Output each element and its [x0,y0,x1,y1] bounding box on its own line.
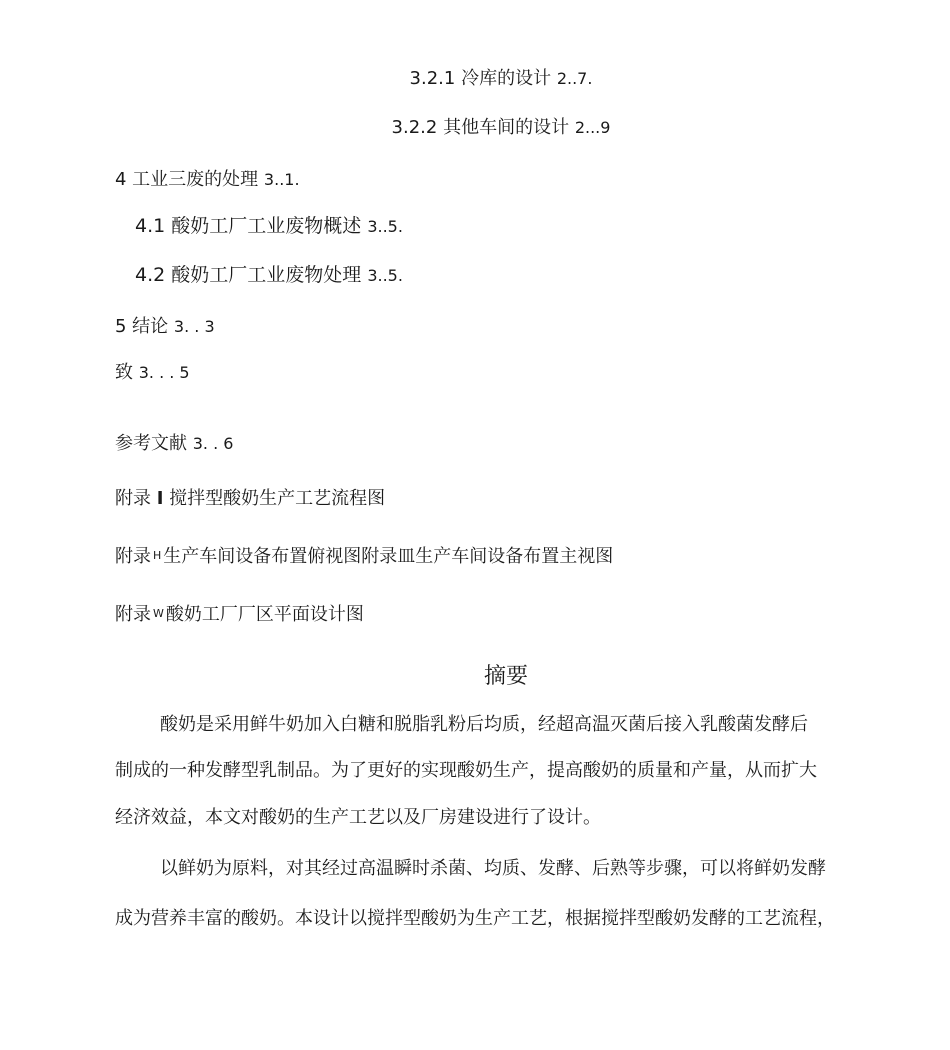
toc-entry-appendix-1 [115,487,385,511]
toc-page-number: 2...9 [574,118,611,137]
toc-entry-5 [115,315,215,339]
toc-label: 3.2.1 冷库的设计 [409,68,552,89]
toc-label: 4.2 酸奶工厂工业废物处理 [135,264,362,286]
appendix-mark: W [153,607,164,620]
abstract-paragraph-2-line-1: 以鲜奶为原料，对其经过高温瞬时杀菌、均质、发酵、后熟等步骤，可以将鲜奶发酵 [160,858,826,879]
appendix-prefix: 附录 [115,546,151,567]
toc-entry-references [115,432,233,456]
abstract-paragraph-1-line-2: 制成的一种发酵型乳制品。为了更好的实现酸奶生产，提高酸奶的质量和产量，从而扩大 [115,760,817,781]
toc-label: 4 工业三废的处理 [115,169,259,190]
toc-entry-4 [115,168,300,192]
toc-label: 参考文献 [115,433,187,454]
appendix-prefix: 附录 [115,604,151,625]
toc-entry-4-2 [135,263,403,288]
toc-page-number: 3. . 3 [173,317,215,336]
toc-entry-appendix-4 [115,603,364,629]
abstract-paragraph-1-line-3: 经济效益，本文对酸奶的生产工艺以及厂房建设进行了设计。 [115,807,601,828]
abstract-paragraph-1-line-1: 酸奶是采用鲜牛奶加入白糖和脱脂乳粉后均质，经超高温灭菌后接入乳酸菌发酵后 [160,714,808,735]
toc-entry-acknowledgement [115,361,190,385]
toc-label: 致 [115,362,133,383]
toc-page-number: 3..5. [367,217,403,236]
toc-label: 3.2.2 其他车间的设计 [391,117,570,138]
abstract-paragraph-2-line-2: 成为营养丰富的酸奶。本设计以搅拌型酸奶为生产工艺，根据搅拌型酸奶发酵的工艺流程， [115,908,835,929]
appendix-prefix: 附录 [115,488,151,509]
toc-page-number: 3. . . 5 [138,363,190,382]
toc-entry-4-1 [135,214,403,239]
appendix-mark: I [156,488,164,509]
toc-label: 4.1 酸奶工厂工业废物概述 [135,215,362,237]
toc-entry-3-2-2 [0,116,950,140]
toc-page-number: 2..7. [556,69,593,88]
toc-page-number: 3..5. [367,266,403,285]
toc-label: 5 结论 [115,316,169,337]
toc-entry-3-2-1 [0,67,950,91]
toc-page-number: 3. . 6 [192,434,234,453]
abstract-title: 摘要 [483,664,528,689]
toc-label: 生产车间设备布置俯视图附录皿生产车间设备布置主视图 [163,546,614,567]
toc-label: 搅拌型酸奶生产工艺流程图 [169,488,386,509]
toc-page-number: 3..1. [263,170,300,189]
toc-entry-appendix-2-3 [115,545,613,571]
appendix-mark: H [153,549,162,562]
toc-label: 酸奶工厂厂区平面设计图 [165,604,364,625]
